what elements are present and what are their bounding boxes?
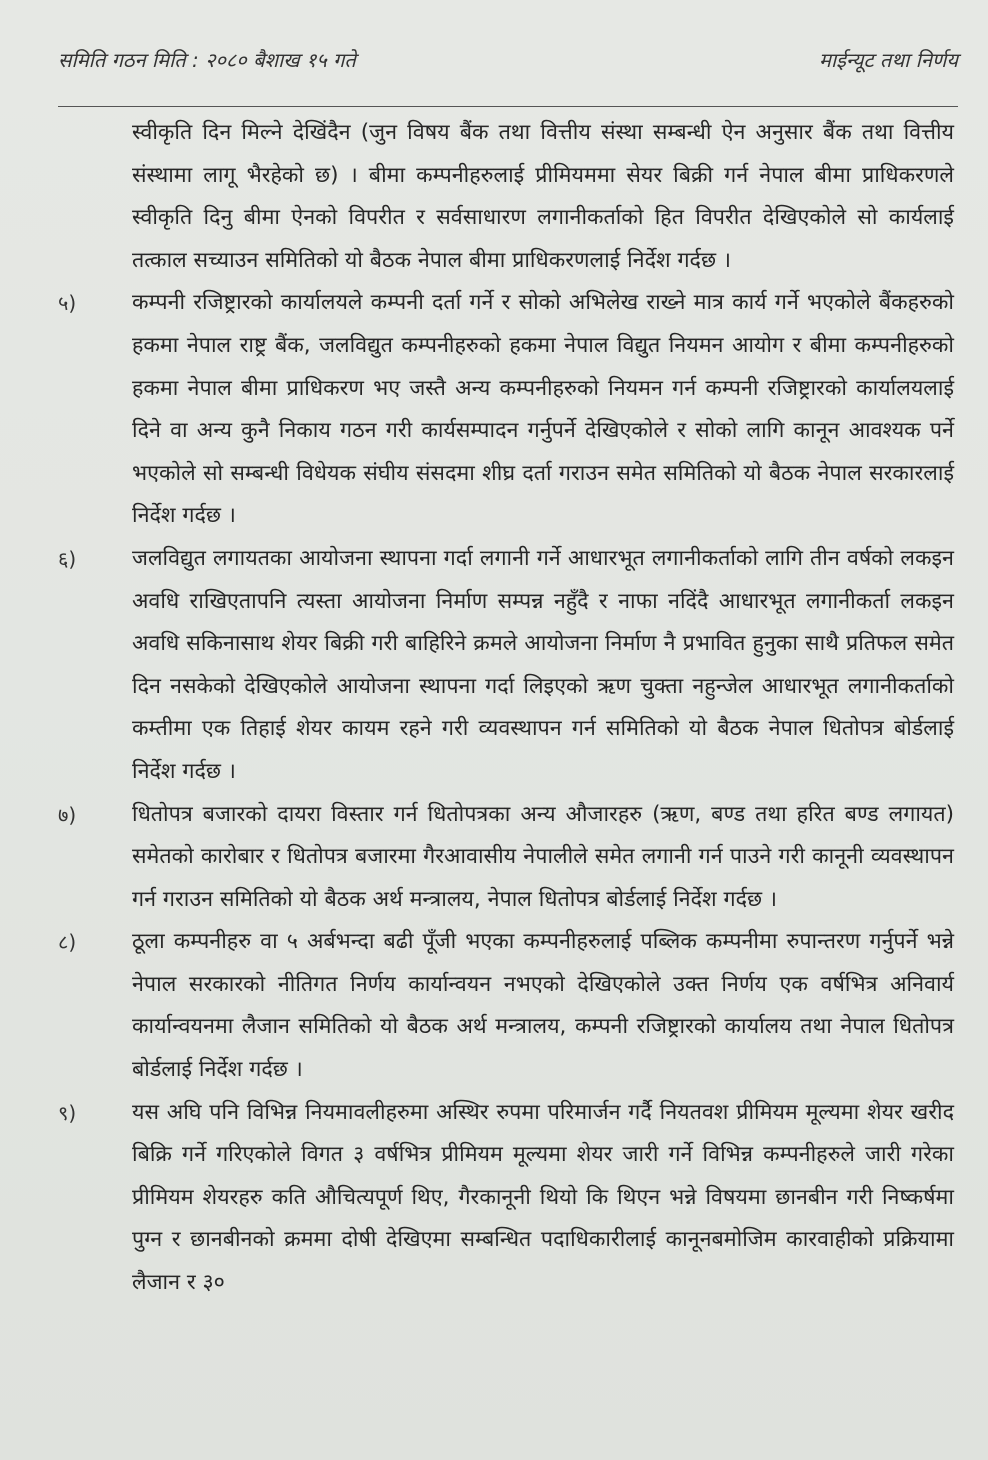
paragraph-8 — [58, 921, 954, 1091]
committee-formation-date: समिति गठन मिति : २०८० बैशाख १५ गते — [58, 48, 356, 72]
paragraph-continuation — [58, 112, 954, 282]
paragraph-text: जलविद्युत लगायतका आयोजना स्थापना गर्दा लगानी गर्ने आधारभूत लगानीकर्ताको लागि तीन वर्षको लकइन अवधि राखिएतापनि त्यस्ता आयोजना निर्माण सम्पन्न नहुँदै र नाफा नदिंदै आधारभूत लगानीकर्ता लकइन अवधि सकिनासाथ शेयर बिक्री गरी बाहिरिने क्रमले आयोजना निर्माण नै प्रभावित हुनुका साथै प्रतिफल समेत दिन नसकेको देखिएकोले आयोजना स्थापना गर्दा लिइएको ऋण चुक्ता नहुन्जेल आधारभूत लगानीकर्ताको कम्तीमा एक तिहाई शेयर कायम रहने गरी व्यवस्थापन गर्न समितिको यो बैठक नेपाल धितोपत्र बोर्डलाई निर्देश गर्दछ । — [132, 545, 954, 784]
paragraph-9 — [58, 1092, 954, 1305]
paragraph-text: धितोपत्र बजारको दायरा विस्तार गर्न धितोपत्रका अन्य औजारहरु (ऋण, बण्ड तथा हरित बण्ड लगायत) समेतको कारोबार र धितोपत्र बजारमा गैरआवासीय नेपालीले समेत लगानी गर्न पाउने गरी कानूनी व्यवस्थापन गर्न गराउन समितिको यो बैठक अर्थ मन्त्रालय, नेपाल धितोपत्र बोर्डलाई निर्देश गर्दछ । — [132, 801, 954, 912]
paragraph-number: ९) — [58, 1100, 77, 1125]
paragraph-number: ५) — [58, 291, 77, 316]
paragraph-number: ८) — [58, 930, 77, 955]
page-header — [58, 40, 958, 80]
minutes-and-decisions-title: माईन्यूट तथा निर्णय — [819, 48, 958, 72]
paragraph-text: कम्पनी रजिष्ट्रारको कार्यालयले कम्पनी दर्ता गर्ने र सोको अभिलेख राख्ने मात्र कार्य गर्ने भएकोले बैंकहरुको हकमा नेपाल राष्ट्र बैंक, जलविद्युत कम्पनीहरुको हकमा नेपाल विद्युत नियमन आयोग र बीमा कम्पनीहरुको हकमा नेपाल बीमा प्राधिकरण भए जस्तै अन्य कम्पनीहरुको नियमन गर्न कम्पनी रजिष्ट्रारको कार्यालयलाई दिने वा अन्य कुनै निकाय गठन गरी कार्यसम्पादन गर्नुपर्ने देखिएकोले र सोको लागि कानून आवश्यक पर्ने भएकोले सो सम्बन्धी विधेयक संघीय संसदमा शीघ्र दर्ता गराउन समेत समितिको यो बैठक नेपाल सरकारलाई निर्देश गर्दछ । — [132, 290, 954, 529]
paragraph-text: ठूला कम्पनीहरु वा ५ अर्बभन्दा बढी पूँजी भएका कम्पनीहरुलाई पब्लिक कम्पनीमा रुपान्तरण गर्नुपर्ने भन्ने नेपाल सरकारको नीतिगत निर्णय कार्यान्वयन नभएको देखिएकोले उक्त निर्णय एक वर्षभित्र अनिवार्य कार्यान्वयनमा लैजान समितिको यो बैठक अर्थ मन्त्रालय, कम्पनी रजिष्ट्रारको कार्यालय तथा नेपाल धितोपत्र बोर्डलाई निर्देश गर्दछ । — [132, 929, 954, 1083]
paragraph-text: स्वीकृति दिन मिल्ने देखिंदैन (जुन विषय बैंक तथा वित्तीय संस्था सम्बन्धी ऐन अनुसार बैंक तथा वित्तीय संस्थामा लागू भैरहेको छ) । बीमा कम्पनीहरुलाई प्रीमियममा सेयर बिक्री गर्न नेपाल बीमा प्राधिकरणले स्वीकृति दिनु बीमा ऐनको विपरीत र सर्वसाधारण लगानीकर्ताको हित विपरीत देखिएकोले सो कार्यलाई तत्काल सच्याउन समितिको यो बैठक नेपाल बीमा प्राधिकरणलाई निर्देश गर्दछ । — [132, 120, 954, 273]
header-divider — [58, 106, 958, 107]
paragraph-number: ७) — [58, 802, 77, 827]
paragraph-6 — [58, 538, 954, 794]
paragraph-text: यस अघि पनि विभिन्न नियमावलीहरुमा अस्थिर रुपमा परिमार्जन गर्दै नियतवश प्रीमियम मूल्यमा शेयर खरीद बिक्रि गर्ने गरिएकोले विगत ३ वर्षभित्र प्रीमियम मूल्यमा शेयर जारी गर्ने विभिन्न कम्पनीहरुले जारी गरेका प्रीमियम शेयरहरु कति औचित्यपूर्ण थिए, गैरकानूनी थियो कि थिएन भन्ने विषयमा छानबीन गरी निष्कर्षमा पुग्न र छानबीनको क्रममा दोषी देखिएमा सम्बन्धित पदाधिकारीलाई कानूनबमोजिम कारवाहीको प्रक्रियामा लैजान र ३० — [132, 1099, 954, 1296]
paragraph-5 — [58, 282, 954, 538]
document-body — [58, 110, 954, 1305]
paragraph-7 — [58, 794, 954, 922]
paragraph-number: ६) — [58, 546, 77, 571]
